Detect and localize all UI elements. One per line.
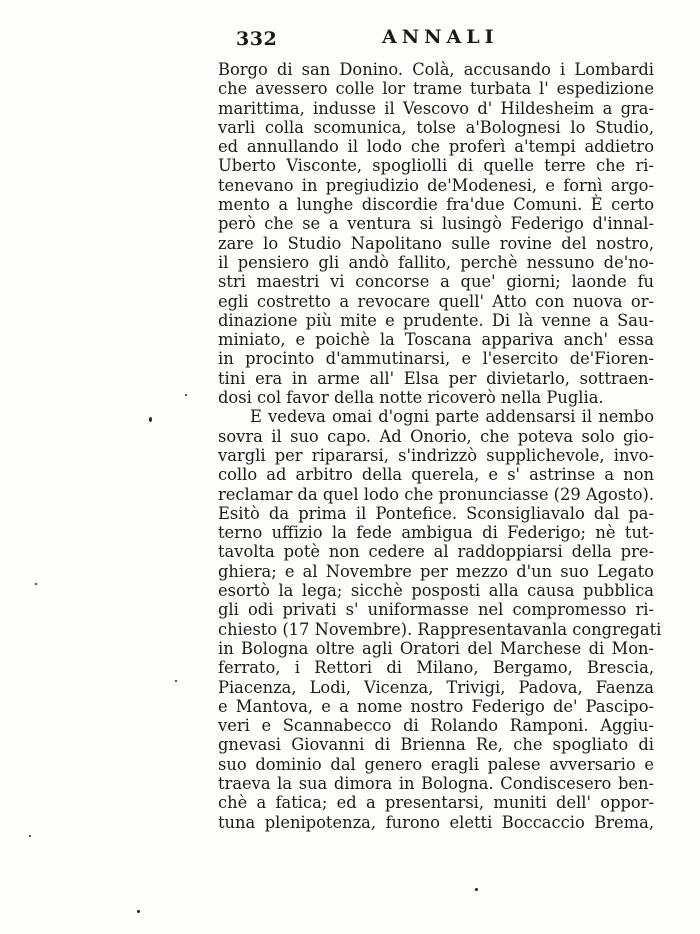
text-line: ferrato, i Rettori di Milano, Bergamo, Brescia,: [218, 658, 654, 678]
text-line: dinazione più mite e prudente. Di là venne a Sau-: [218, 310, 654, 330]
text-line: in procinto d'ammutinarsi, e l'esercito de'Fioren-: [218, 349, 654, 369]
body-text: [218, 60, 662, 832]
text-line: varli colla scomunica, tolse a'Bolognesi lo Studio,: [218, 117, 654, 137]
text-line: zare lo Studio Napolitano sulle rovine del nostro,: [218, 233, 654, 253]
text-line: suo dominio dal genero eragli palese avversario e: [218, 754, 654, 774]
text-line: tini era in arme all' Elsa per divietarlo, sottraen-: [218, 368, 654, 388]
text-line: il pensiero gli andò fallito, perchè nessuno de'no-: [218, 252, 654, 272]
text-line: veri e Scannabecco di Rolando Ramponi. Aggiu-: [218, 716, 654, 736]
text-line: che avessero colle lor trame turbata l' espedizione: [218, 79, 654, 99]
ink-speck: [185, 394, 187, 396]
text-line: in Bologna oltre agli Oratori del Marchese di Mon-: [218, 638, 654, 658]
text-line: E vedeva omai d'ogni parte addensarsi il nembo: [250, 407, 654, 427]
text-line: gli odi privati s' uniformasse nel compromesso ri-: [218, 600, 654, 620]
text-line: traeva la sua dimora in Bologna. Condiscesero ben-: [218, 773, 654, 793]
text-line: collo ad arbitro della querela, e s' astrinse a non: [218, 465, 654, 485]
ink-speck: [137, 910, 140, 913]
text-line: tuna plenipotenza, furono eletti Boccaccio Brema,: [218, 812, 654, 832]
ink-speck: [175, 680, 177, 682]
text-line: dosi col favor della notte ricoverò nella Puglia.: [218, 388, 604, 408]
text-line: chiesto (17 Novembre). Rappresentavanla congregati: [218, 619, 662, 639]
text-line: Piacenza, Lodi, Vicenza, Trivigi, Padova, Faenza: [218, 677, 654, 697]
text-line: ed annullando il lodo che proferì a'tempi addietro: [218, 137, 654, 157]
text-line: chè a fatica; ed a presentarsi, muniti dell' oppor-: [218, 793, 654, 813]
text-line: e Mantova, e a nome nostro Federigo de' Pascipo-: [218, 696, 654, 716]
text-line: Esitò da prima il Pontefice. Sconsigliavalo dal pa-: [218, 503, 654, 523]
text-line: ghiera; e al Novembre per mezzo d'un suo Legato: [218, 561, 654, 581]
text-line: egli costretto a revocare quell' Atto con nuova or-: [218, 291, 654, 311]
paragraph-2: [218, 407, 662, 832]
text-line: reclamar da quel lodo che pronunciasse (29 Agosto).: [218, 484, 655, 504]
ink-speck: [35, 583, 37, 585]
text-line: tavolta potè non cedere al raddoppiarsi della pre-: [218, 542, 654, 562]
text-line: tenevano in pregiudizio de'Modenesi, e fornì argo-: [218, 175, 654, 195]
text-line: terno uffizio la fede ambigua di Federigo; nè tut-: [218, 523, 654, 543]
text-line: mento a lunghe discordie fra'due Comuni. È certo: [218, 195, 654, 215]
text-line: esortò la lega; sicchè posposti alla causa pubblica: [218, 581, 654, 601]
paragraph-1: [218, 60, 654, 407]
ink-speck: [475, 888, 478, 891]
text-line: Borgo di san Donino. Colà, accusando i Lombardi: [218, 60, 654, 79]
running-title: ANNALI: [382, 26, 499, 48]
text-line: Uberto Visconte, spogliolli di quelle terre che ri-: [218, 156, 654, 176]
text-line: sovra il suo capo. Ad Onorio, che poteva solo gio-: [218, 426, 654, 446]
ink-speck: [149, 417, 152, 422]
text-line: marittima, indusse il Vescovo d' Hildesheim a gra-: [218, 98, 654, 118]
text-line: vargli per ripararsi, s'indrizzò supplichevole, invo-: [218, 445, 654, 465]
page-header: [0, 22, 700, 56]
page-number: 332: [236, 28, 278, 50]
ink-speck: [29, 835, 31, 837]
text-line: gnevasi Giovanni di Brienna Re, che spogliato di: [218, 735, 654, 755]
text-line: stri maestri vi concorse a que' giorni; laonde fu: [218, 272, 654, 292]
text-line: miniato, e poichè la Toscana appariva anch' essa: [218, 330, 654, 350]
text-line: però che se a ventura si lusingò Federigo d'innal-: [218, 214, 654, 234]
